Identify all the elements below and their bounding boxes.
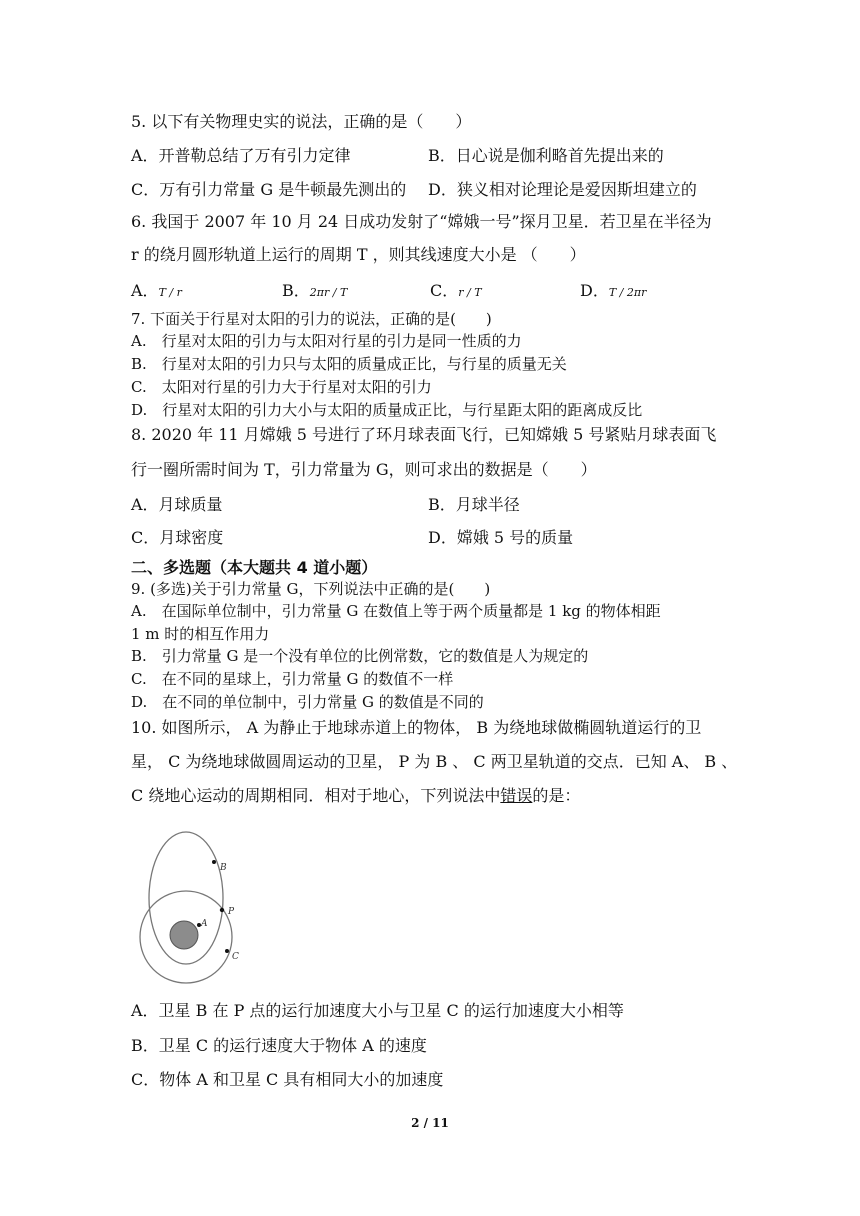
q9-option-a-line2: 1 m 时的相互作用力 [131,625,270,643]
q9-option-d: D. 在不同的单位制中，引力常量 G 的数值是不同的 [131,693,484,711]
q6-option-c-expr: r / T [458,286,482,299]
q6-stem-line2: r 的绕月圆形轨道上运行的周期 T ，则其线速度大小是 （ ） [131,245,586,264]
q6-option-a-label: A． [131,281,159,300]
q9-option-b: B. 引力常量 G 是一个没有单位的比例常数，它的数值是人为规定的 [131,647,589,665]
page-number: 2 / 11 [411,1116,449,1130]
orbit-diagram [128,828,258,986]
q10-option-a: A．卫星 B 在 P 点的运行加速度大小与卫星 C 的运行加速度大小相等 [131,1001,624,1020]
q6-option-c [430,281,482,303]
q6-option-b-expr: 2πr / T [309,286,348,299]
section-heading-multiple-choice: 二、多选题（本大题共 4 道小题） [131,558,378,577]
q9-option-c: C. 在不同的星球上，引力常量 G 的数值不一样 [131,670,454,688]
point-b-dot [212,860,216,864]
q6-option-b-label: B． [282,281,310,300]
q7-option-b: B. 行星对太阳的引力只与太阳的质量成正比，与行星的质量无关 [131,355,567,373]
label-c: C [232,952,239,962]
label-p: P [228,907,235,917]
label-a: A [201,919,208,929]
q8-option-b: B．月球半径 [428,495,520,514]
q8-stem-line2: 行一圈所需时间为 T，引力常量为 G，则可求出的数据是（ ） [131,460,597,479]
q10-stem-line2: 星， C 为绕地球做圆周运动的卫星， P 为 B 、 C 两卫星轨道的交点．已知 A、 B 、 [131,752,738,771]
q10-stem-line3-text: C 绕地心运动的周期相同．相对于地心，下列说法中 [131,786,501,805]
q10-option-b: B．卫星 C 的运行速度大于物体 A 的速度 [131,1036,427,1055]
q8-option-d: D．嫦娥 5 号的质量 [428,528,574,547]
q7-stem: 7. 下面关于行星对太阳的引力的说法，正确的是( ) [131,310,492,328]
q7-option-c: C. 太阳对行星的引力大于行星对太阳的引力 [131,378,432,396]
q6-option-d [580,281,646,303]
point-c-dot [225,949,229,953]
q10-option-c: C．物体 A 和卫星 C 具有相同大小的加速度 [131,1070,444,1089]
q8-option-c: C．月球密度 [131,528,224,547]
q6-option-d-label: D． [580,281,609,300]
q8-stem-line1: 8. 2020 年 11 月嫦娥 5 号进行了环月球表面飞行，已知嫦娥 5 号紧贴月球表面飞 [131,425,717,444]
q6-option-a-expr: T / r [158,286,182,299]
q6-option-d-expr: T / 2πr [608,286,647,299]
q5-stem: 5. 以下有关物理史实的说法，正确的是（ ） [131,112,472,131]
q8-option-a: A．月球质量 [131,495,223,514]
q10-stem-line3 [131,786,580,806]
q5-option-d: D．狭义相对论理论是爱因斯坦建立的 [428,180,697,199]
q10-stem-underlined-word: 错误 [500,786,533,805]
point-p-dot [220,908,224,912]
q6-option-b [282,281,347,303]
q7-option-d: D. 行星对太阳的引力大小与太阳的质量成正比，与行星距太阳的距离成反比 [131,401,643,419]
q6-option-c-label: C． [430,281,459,300]
q6-option-a [131,281,182,303]
q9-option-a-line1: A. 在国际单位制中，引力常量 G 在数值上等于两个质量都是 1 kg 的物体相距 [131,602,661,620]
q10-stem-line3-end: 的是： [532,786,581,805]
earth [170,921,198,949]
q6-stem-line1: 6. 我国于 2007 年 10 月 24 日成功发射了“嫦娥一号”探月卫星．若卫星在半径为 [131,212,712,231]
q5-option-b: B．日心说是伽利略首先提出来的 [428,146,664,165]
q10-stem-line1: 10. 如图所示， A 为静止于地球赤道上的物体， B 为绕地球做椭圆轨道运行的卫 [131,718,702,737]
q7-option-a: A. 行星对太阳的引力与太阳对行星的引力是同一性质的力 [131,332,522,350]
q5-option-c: C．万有引力常量 G 是牛顿最先测出的 [131,180,407,199]
q5-option-a: A．开普勒总结了万有引力定律 [131,146,351,165]
label-b: B [220,863,227,873]
q9-stem: 9. (多选)关于引力常量 G，下列说法中正确的是( ) [131,580,491,598]
